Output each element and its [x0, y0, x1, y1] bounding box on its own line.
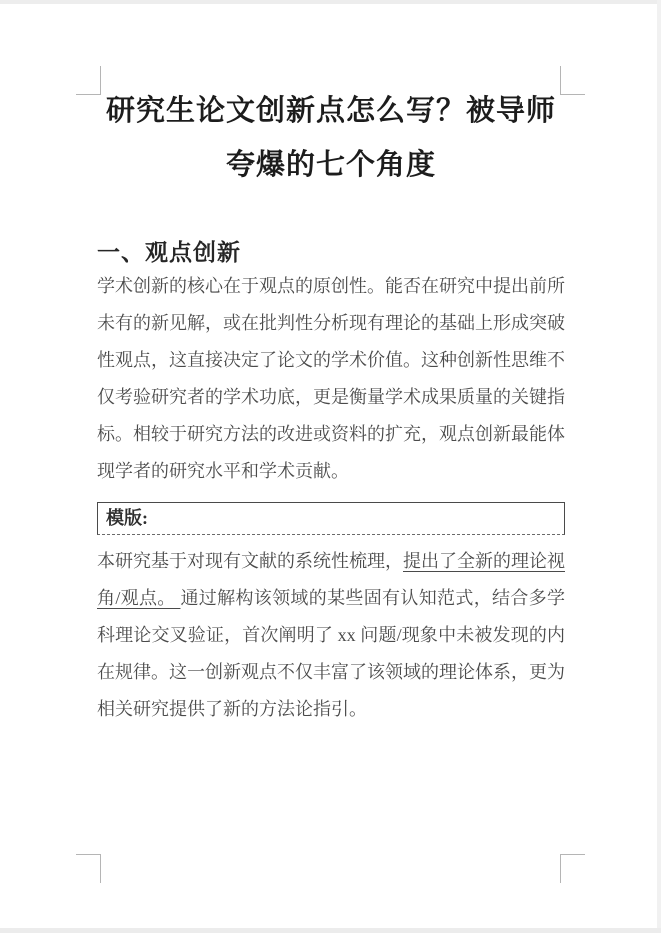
template-label: 模版:	[106, 508, 148, 528]
template-text-before: 本研究基于对现有文献的系统性梳理，	[97, 551, 403, 571]
template-box	[97, 502, 565, 535]
template-paragraph	[97, 543, 565, 728]
page-edge-bottom	[0, 928, 661, 933]
document-title-line-1: 研究生论文创新点怎么写？被导师	[105, 95, 556, 127]
template-text-underlined: 提出了全新的理论视角/观点。	[97, 551, 565, 608]
document-title	[97, 84, 565, 192]
page-edge-right	[657, 0, 661, 933]
document-content	[97, 0, 565, 728]
section-heading: 一、观点创新	[97, 240, 241, 265]
crop-mark-bottom-right	[560, 854, 585, 883]
crop-mark-bottom-left	[76, 854, 101, 883]
section-intro-paragraph: 学术创新的核心在于观点的原创性。能否在研究中提出前所未有的新见解，或在批判性分析现有理论的基础上形成突破性观点，这直接决定了论文的学术价值。这种创新性思维不仅考验研究者的学术功底，更是衡量学术成果质量的关键指标。相较于研究方法的改进或资料的扩充，观点创新最能体现学者的研究水平和学术贡献。	[97, 276, 565, 481]
template-text-after: 通过解构该领域的某些固有认知范式，结合多学科理论交叉验证，首次阐明了 xx 问题/现象中未被发现的内在规律。这一创新观点不仅丰富了该领域的理论体系，更为相关研究提供了新的方法论指引。	[97, 588, 565, 719]
document-title-line-2: 夸爆的七个角度	[225, 149, 436, 181]
